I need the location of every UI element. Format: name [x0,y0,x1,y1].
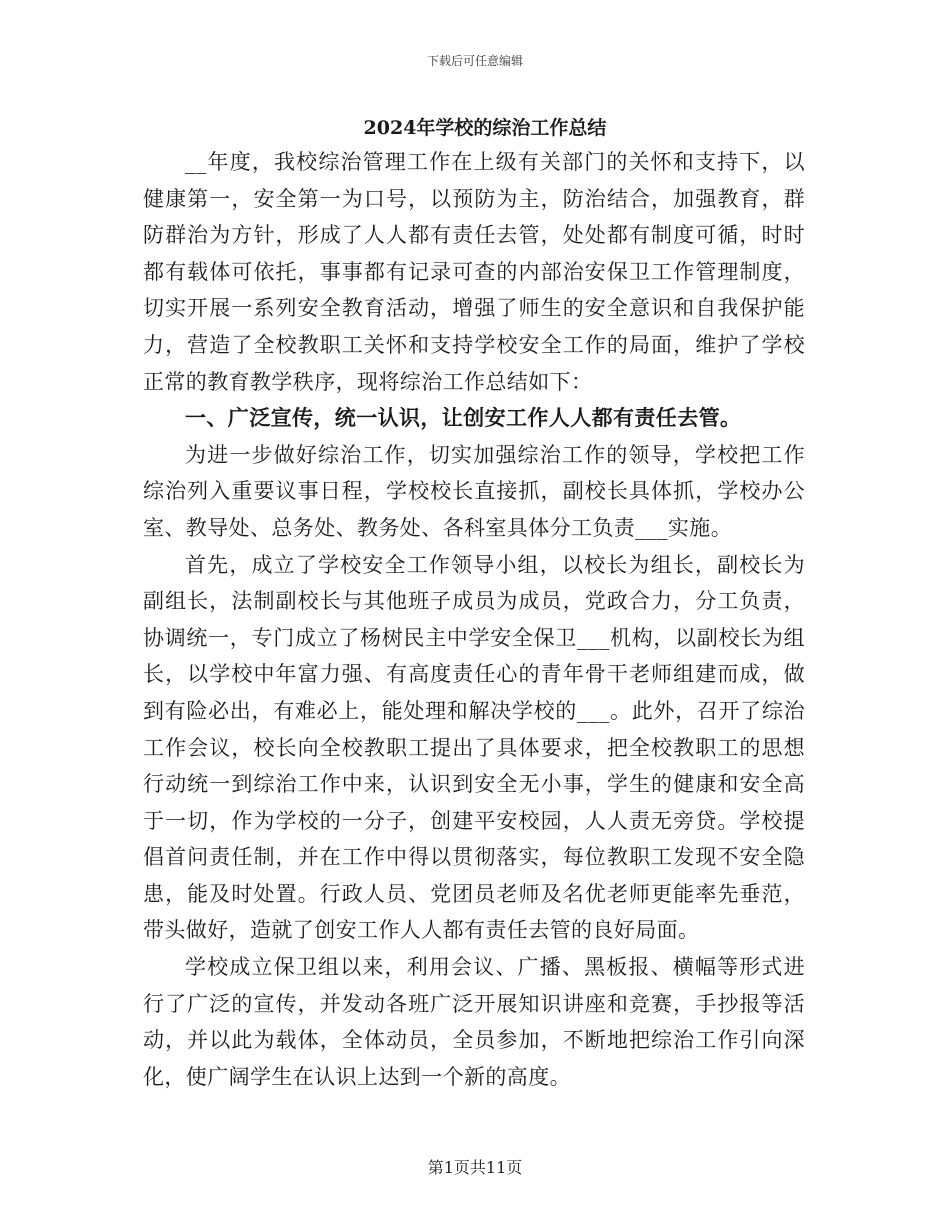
paragraph-first-measures: 首先，成立了学校安全工作领导小组，以校长为组长，副校长为副组长，法制副校长与其他班子成员为成员，党政合力，分工负责，协调统一，专门成立了杨树民主中学安全保卫___机构，以副校长为组长，以学校中年富力强、有高度责任心的青年骨干老师组建而成，做到有险必出，有难必上，能处理和解决学校的___。此外，召开了综治工作会议，校长向全校教职工提出了具体要求，把全校教职工的思想行动统一到综治工作中来，认识到安全无小事，学生的健康和安全高于一切，作为学校的一分子，创建平安校园，人人责无旁贷。学校提倡首问责任制，并在工作中得以贯彻落实，每位教职工发现不安全隐患，能及时处置。行政人员、党团员老师及名优老师更能率先垂范，带头做好，造就了创安工作人人都有责任去管的良好局面。 [143,552,805,943]
paragraph-publicity: 学校成立保卫组以来，利用会议、广播、黑板报、横幅等形式进行了广泛的宣传，并发动各班广泛开展知识讲座和竞赛，手抄报等活动，并以此为载体，全体动员，全员参加，不断地把综治工作引向深化，使广阔学生在认识上达到一个新的高度。 [143,955,805,1089]
page-header-note: 下载后可任意编辑 [426,54,523,68]
document-title: 2024年学校的综治工作总结 [363,117,607,139]
section-heading-1: 一、广泛宣传，统一认识，让创安工作人人都有责任去管。 [185,405,742,431]
document-body [143,112,805,1095]
paragraph-leadership: 为进一步做好综治工作，切实加强综治工作的领导，学校把工作综治列入重要议事日程，学校校长直接抓，副校长具体抓，学校办公室、教导处、总务处、教务处、各科室具体分工负责___实施。 [143,442,805,540]
paragraph-intro: __年度，我校综治管理工作在上级有关部门的关怀和支持下，以健康第一，安全第一为口号，以预防为主，防治结合，加强教育，群防群治为方针，形成了人人都有责任去管，处处都有制度可循，时时都有载体可依托，事事都有记录可查的内部治安保卫工作管理制度，切实开展一系列安全教育活动，增强了师生的安全意识和自我保护能力，营造了全校教职工关怀和支持学校安全工作的局面，维护了学校正常的教育教学秩序，现将综治工作总结如下： [143,150,805,394]
page-number: 第1页共11页 [427,1158,523,1177]
